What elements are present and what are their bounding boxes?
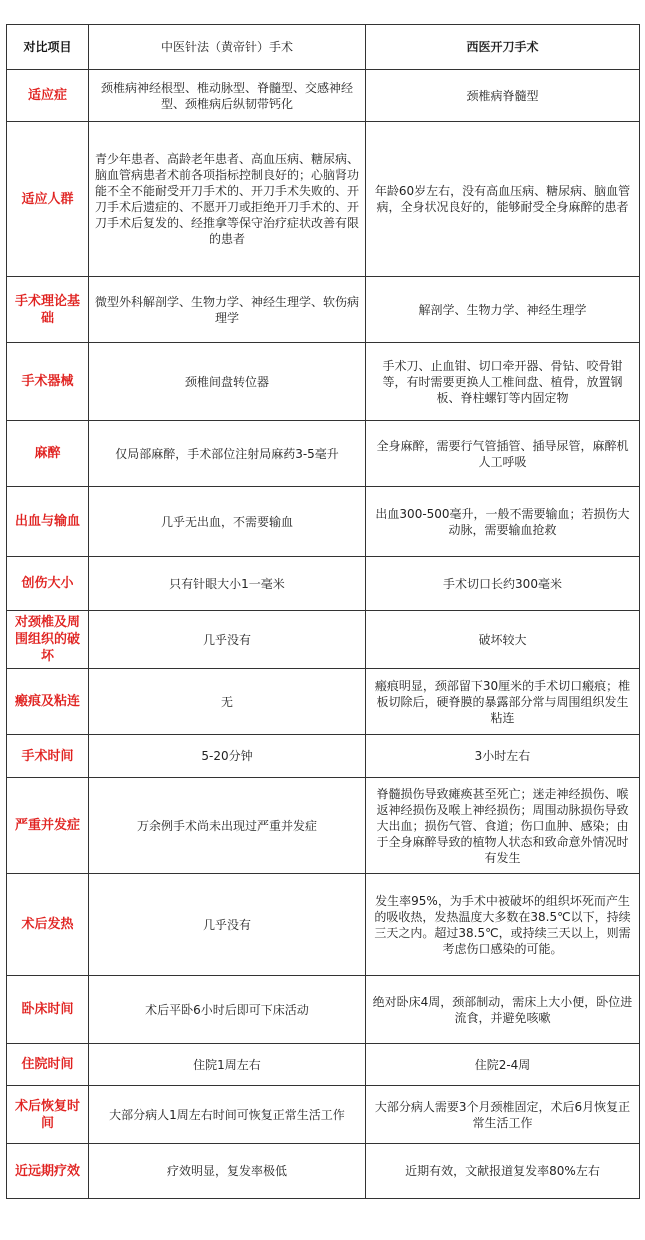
table-row [7,874,640,976]
western-cell: 3小时左右 [366,735,640,778]
table-row [7,735,640,778]
western-cell: 绝对卧床4周，颈部制动，需床上大小便，卧位进流食，并避免咳嗽 [366,976,640,1044]
row-label: 近远期疗效 [7,1144,89,1199]
table-row [7,1144,640,1199]
western-cell: 解剖学、生物力学、神经生理学 [366,277,640,343]
row-label: 手术理论基础 [7,277,89,343]
tcm-cell: 只有针眼大小1一毫米 [89,557,366,611]
tcm-cell: 大部分病人1周左右时间可恢复正常生活工作 [89,1086,366,1144]
tcm-cell: 几乎无出血，不需要输血 [89,487,366,557]
tcm-cell: 万余例手术尚未出现过严重并发症 [89,778,366,874]
tcm-cell: 5-20分钟 [89,735,366,778]
table-row [7,1086,640,1144]
header-tcm-label: 中医针法（黄帝针）手术 [89,25,366,70]
western-cell: 手术刀、止血钳、切口牵开器、骨钻、咬骨钳等，有时需要更换人工椎间盘、植骨，放置钢板、脊柱螺钉等内固定物 [366,343,640,421]
table-row [7,778,640,874]
western-cell: 瘢痕明显，颈部留下30厘米的手术切口瘢痕；椎板切除后，硬脊膜的暴露部分常与周围组织发生粘连 [366,669,640,735]
table-row [7,277,640,343]
tcm-cell: 几乎没有 [89,874,366,976]
tcm-cell: 微型外科解剖学、生物力学、神经生理学、软伤病理学 [89,277,366,343]
table-row [7,70,640,122]
row-label: 出血与输血 [7,487,89,557]
row-label: 创伤大小 [7,557,89,611]
row-label: 对颈椎及周围组织的破坏 [7,611,89,669]
row-label: 手术时间 [7,735,89,778]
row-label: 麻醉 [7,421,89,487]
western-cell: 破坏较大 [366,611,640,669]
western-cell: 年龄60岁左右，没有高血压病、糖尿病、脑血管病，全身状况良好的，能够耐受全身麻醉的患者 [366,122,640,277]
row-label: 手术器械 [7,343,89,421]
row-label: 卧床时间 [7,976,89,1044]
table-header-row [7,25,640,70]
table-row [7,1044,640,1086]
table-row [7,557,640,611]
row-label: 瘢痕及粘连 [7,669,89,735]
header-item-label: 对比项目 [7,25,89,70]
tcm-cell: 疗效明显，复发率极低 [89,1144,366,1199]
tcm-cell: 住院1周左右 [89,1044,366,1086]
western-cell: 手术切口长约300毫米 [366,557,640,611]
row-label: 适应症 [7,70,89,122]
row-label: 住院时间 [7,1044,89,1086]
row-label: 术后恢复时间 [7,1086,89,1144]
table-row [7,122,640,277]
tcm-cell: 颈椎间盘转位器 [89,343,366,421]
row-label: 适应人群 [7,122,89,277]
western-cell: 全身麻醉，需要行气管插管、插导尿管，麻醉机人工呼吸 [366,421,640,487]
row-label: 术后发热 [7,874,89,976]
table-row [7,343,640,421]
western-cell: 脊髓损伤导致瘫痪甚至死亡；迷走神经损伤、喉返神经损伤及喉上神经损伤；周围动脉损伤导致大出血；损伤气管、食道；伤口血肿、感染；由于全身麻醉导致的植物人状态和致命意外情况时有发生 [366,778,640,874]
tcm-cell: 仅局部麻醉，手术部位注射局麻药3-5毫升 [89,421,366,487]
western-cell: 近期有效，文献报道复发率80%左右 [366,1144,640,1199]
western-cell: 大部分病人需要3个月颈椎固定，术后6月恢复正常生活工作 [366,1086,640,1144]
table-row [7,487,640,557]
tcm-cell: 颈椎病神经根型、椎动脉型、脊髓型、交感神经型、颈椎病后纵韧带钙化 [89,70,366,122]
western-cell: 住院2-4周 [366,1044,640,1086]
table-row [7,669,640,735]
western-cell: 出血300-500毫升，一般不需要输血；若损伤大动脉，需要输血抢救 [366,487,640,557]
header-western-label: 西医开刀手术 [366,25,640,70]
tcm-cell: 术后平卧6小时后即可下床活动 [89,976,366,1044]
western-cell: 颈椎病脊髓型 [366,70,640,122]
table-row [7,611,640,669]
tcm-cell: 几乎没有 [89,611,366,669]
comparison-table [6,24,640,1199]
table-row [7,421,640,487]
western-cell: 发生率95%，为手术中被破坏的组织坏死而产生的吸收热，发热温度大多数在38.5℃以下，持续三天之内。超过38.5℃，或持续三天以上，则需考虑伤口感染的可能。 [366,874,640,976]
row-label: 严重并发症 [7,778,89,874]
table-row [7,976,640,1044]
tcm-cell: 无 [89,669,366,735]
tcm-cell: 青少年患者、高龄老年患者、高血压病、糖尿病、脑血管病患者术前各项指标控制良好的；心脑肾功能不全不能耐受开刀手术的、开刀手术失败的、开刀手术后遗症的、不愿开刀或拒绝开刀手术的、开刀手术后复发的、经推拿等保守治疗症状改善有限的患者 [89,122,366,277]
